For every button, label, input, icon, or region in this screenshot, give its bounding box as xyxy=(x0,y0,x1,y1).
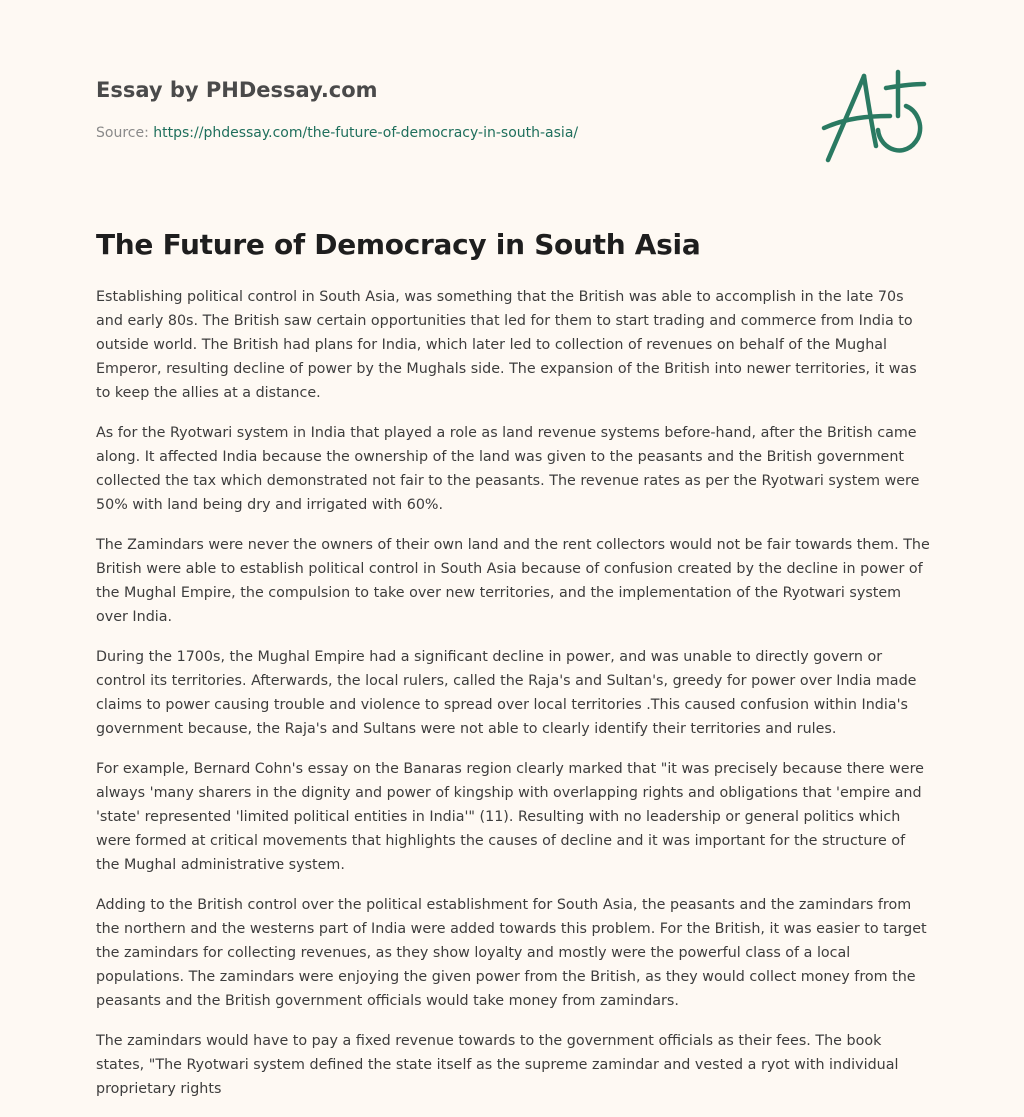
essay-title: The Future of Democracy in South Asia xyxy=(96,228,701,261)
essay-paragraph: The zamindars would have to pay a fixed revenue towards to the government officials as their fees. The book states, "The Ryotwari system defined the state itself as the supreme zamindar and vested a ryot with individual proprietary rights xyxy=(96,1033,899,1097)
a-plus-grade-icon xyxy=(818,66,930,166)
essay-paragraph: For example, Bernard Cohn's essay on the Banaras region clearly marked that "it was precisely because there were always 'many sharers in the dignity and power of kingship with overlapping rights and obligations that 'empire and 'state' represented 'limited political entities in India'" (11). Resulting with no leadership or general politics which were formed at critical movements that highlights the causes of decline and it was important for the structure of the Mughal administrative system. xyxy=(96,761,924,873)
essay-paragraph: As for the Ryotwari system in India that played a role as land revenue systems before-hand, after the British came along. It affected India because the ownership of the land was given to the peasants and the British government collected the tax which demonstrated not fair to the peasants. The revenue rates as per the Ryotwari system were 50% with land being dry and irrigated with 60%. xyxy=(96,425,920,513)
essay-body xyxy=(96,285,932,1117)
essay-paragraph: Establishing political control in South Asia, was something that the British was able to accomplish in the late 70s and early 80s. The British saw certain opportunities that led for them to start trading and commerce from India to outside world. The British had plans for India, which later led to collection of revenues on behalf of the Mughal Emperor, resulting decline of power by the Mughals side. The expansion of the British into newer territories, it was to keep the allies at a distance. xyxy=(96,289,917,401)
source-link[interactable]: https://phdessay.com/the-future-of-democracy-in-south-asia/ xyxy=(153,125,579,141)
source-label: Source: xyxy=(96,125,149,141)
source-line xyxy=(96,124,796,142)
essay-paragraph: The Zamindars were never the owners of their own land and the rent collectors would not be fair towards them. The British were able to establish political control in South Asia because of confusion created by the decline in power of the Mughal Empire, the compulsion to take over new territories, and the implementation of the Ryotwari system over India. xyxy=(96,537,930,625)
essay-paragraph: Adding to the British control over the political establishment for South Asia, the peasants and the zamindars from the northern and the westerns part of India were added towards this problem. For the British, it was easier to target the zamindars for collecting revenues, as they show loyalty and mostly were the powerful class of a local populations. The zamindars were enjoying the given power from the British, as they would collect money from the peasants and the British government officials would take money from zamindars. xyxy=(96,897,927,1009)
page-header xyxy=(96,76,796,142)
essay-paragraph: During the 1700s, the Mughal Empire had a significant decline in power, and was unable to directly govern or control its territories. Afterwards, the local rulers, called the Raja's and Sultan's, greedy for power over India made claims to power causing trouble and violence to spread over local territories .This caused confusion within India's government because, the Raja's and Sultans were not able to clearly identify their territories and rules. xyxy=(96,649,917,737)
site-brand: Essay by PHDessay.com xyxy=(96,78,378,102)
